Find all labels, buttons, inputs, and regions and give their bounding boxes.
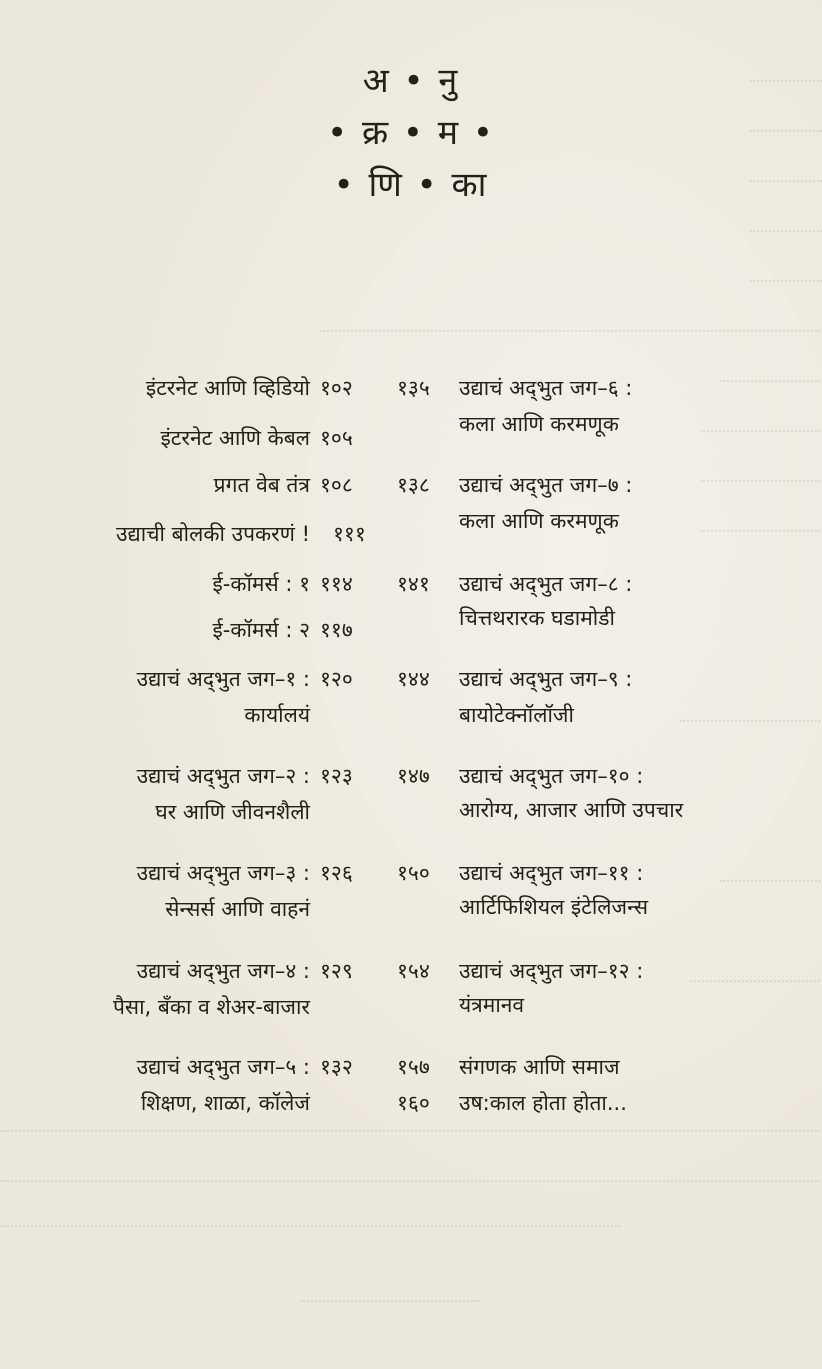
show-through-line [700,430,820,432]
toc-entry-title: इंटरनेट आणि व्हिडियो [145,376,310,400]
toc-entry-title: उद्याचं अद्‌भुत जग–७ : [459,473,633,497]
toc-entry-page: ११७ [320,618,353,642]
toc-entry-title: उद्याचं अद्‌भुत जग–१ : [136,667,310,691]
show-through-line [0,1180,820,1182]
toc-entry-title: संगणक आणि समाज [459,1055,620,1079]
show-through-line [750,230,822,232]
heading-text: • क्र • म • [327,113,495,153]
toc-entry-title: उद्याचं अद्‌भुत जग–४ : [136,959,310,983]
toc-entry-page: १११ [333,522,366,546]
toc-entry-page: १०५ [320,426,353,450]
toc-entry-title: उद्याचं अद्‌भुत जग–१२ : [459,959,644,983]
toc-entry-page: १४४ [397,667,430,691]
toc-entry-page: १२९ [320,959,353,983]
heading-line-3 [0,160,822,206]
toc-entry-page: १५७ [397,1055,430,1079]
toc-entry-subtitle: आर्टिफिशियल इंटेलिजन्स [459,895,649,919]
show-through-line [0,1225,620,1227]
toc-entry-page: ११४ [320,572,353,596]
toc-entry-title: उद्याचं अद्‌भुत जग–९ : [459,667,633,691]
show-through-line [700,480,820,482]
heading-text: अ • नु [362,61,460,101]
toc-entry-title: उद्याचं अद्‌भुत जग–११ : [459,861,644,885]
toc-entry-title: इंटरनेट आणि केबल [160,426,310,450]
toc-entry-page: १२६ [320,861,353,885]
toc-entry-page: १४१ [397,572,430,596]
show-through-line [320,330,820,332]
show-through-line [690,980,820,982]
toc-entry-page: १५० [397,861,430,885]
show-through-line [300,1300,480,1302]
toc-entry-page: १३५ [397,376,430,400]
toc-entry-subtitle: शिक्षण, शाळा, कॉलेजं [140,1091,310,1115]
show-through-line [0,1130,820,1132]
toc-entry-subtitle: घर आणि जीवनशैली [155,800,310,824]
toc-entry-page: १२० [320,667,353,691]
heading-line-1 [0,56,822,102]
toc-entry-subtitle: चित्तथरारक घडामोडी [459,606,615,630]
heading-line-2 [0,108,822,154]
toc-entry-page: १२३ [320,764,353,788]
toc-entry-subtitle: सेन्सर्स आणि वाहनं [165,897,310,921]
toc-entry-title: प्रगत वेब तंत्र [213,473,310,497]
toc-entry-title: उद्याचं अद्‌भुत जग–६ : [459,376,633,400]
toc-entry-page: १३८ [397,473,430,497]
toc-entry-page: १४७ [397,764,430,788]
toc-entry-subtitle: कला आणि करमणूक [459,509,619,533]
toc-entry-page: १३२ [320,1055,353,1079]
toc-entry-title: उद्याची बोलकी उपकरणं ! [116,522,310,546]
toc-entry-page: १५४ [397,959,430,983]
toc-entry-title: ई-कॉमर्स : १ [212,572,310,596]
toc-entry-title: उद्याचं अद्‌भुत जग–१० : [459,764,644,788]
heading-text: • णि • का [333,165,489,205]
toc-entry-subtitle: आरोग्य, आजार आणि उपचार [459,798,684,822]
toc-entry-title: उष:काल होता होता... [459,1091,627,1115]
toc-entry-title: उद्याचं अद्‌भुत जग–३ : [136,861,310,885]
show-through-line [720,380,820,382]
toc-entry-subtitle: कला आणि करमणूक [459,412,619,436]
toc-entry-page: १०८ [320,473,353,497]
show-through-line [720,880,820,882]
toc-entry-title: उद्याचं अद्‌भुत जग–८ : [459,572,633,596]
toc-entry-subtitle: पैसा, बँका व शेअर-बाजार [112,995,310,1019]
toc-entry-title: उद्याचं अद्‌भुत जग–५ : [136,1055,310,1079]
toc-entry-page: १०२ [320,376,353,400]
toc-entry-title: ई-कॉमर्स : २ [212,618,310,642]
toc-entry-title: उद्याचं अद्‌भुत जग–२ : [136,764,310,788]
toc-entry-subtitle: यंत्रमानव [459,993,525,1017]
show-through-line [680,720,820,722]
toc-entry-subtitle: बायोटेक्नॉलॉजी [459,703,574,727]
show-through-line [700,530,820,532]
toc-entry-page: १६० [397,1091,430,1115]
toc-entry-subtitle: कार्यालयं [244,703,310,727]
show-through-line [750,280,822,282]
